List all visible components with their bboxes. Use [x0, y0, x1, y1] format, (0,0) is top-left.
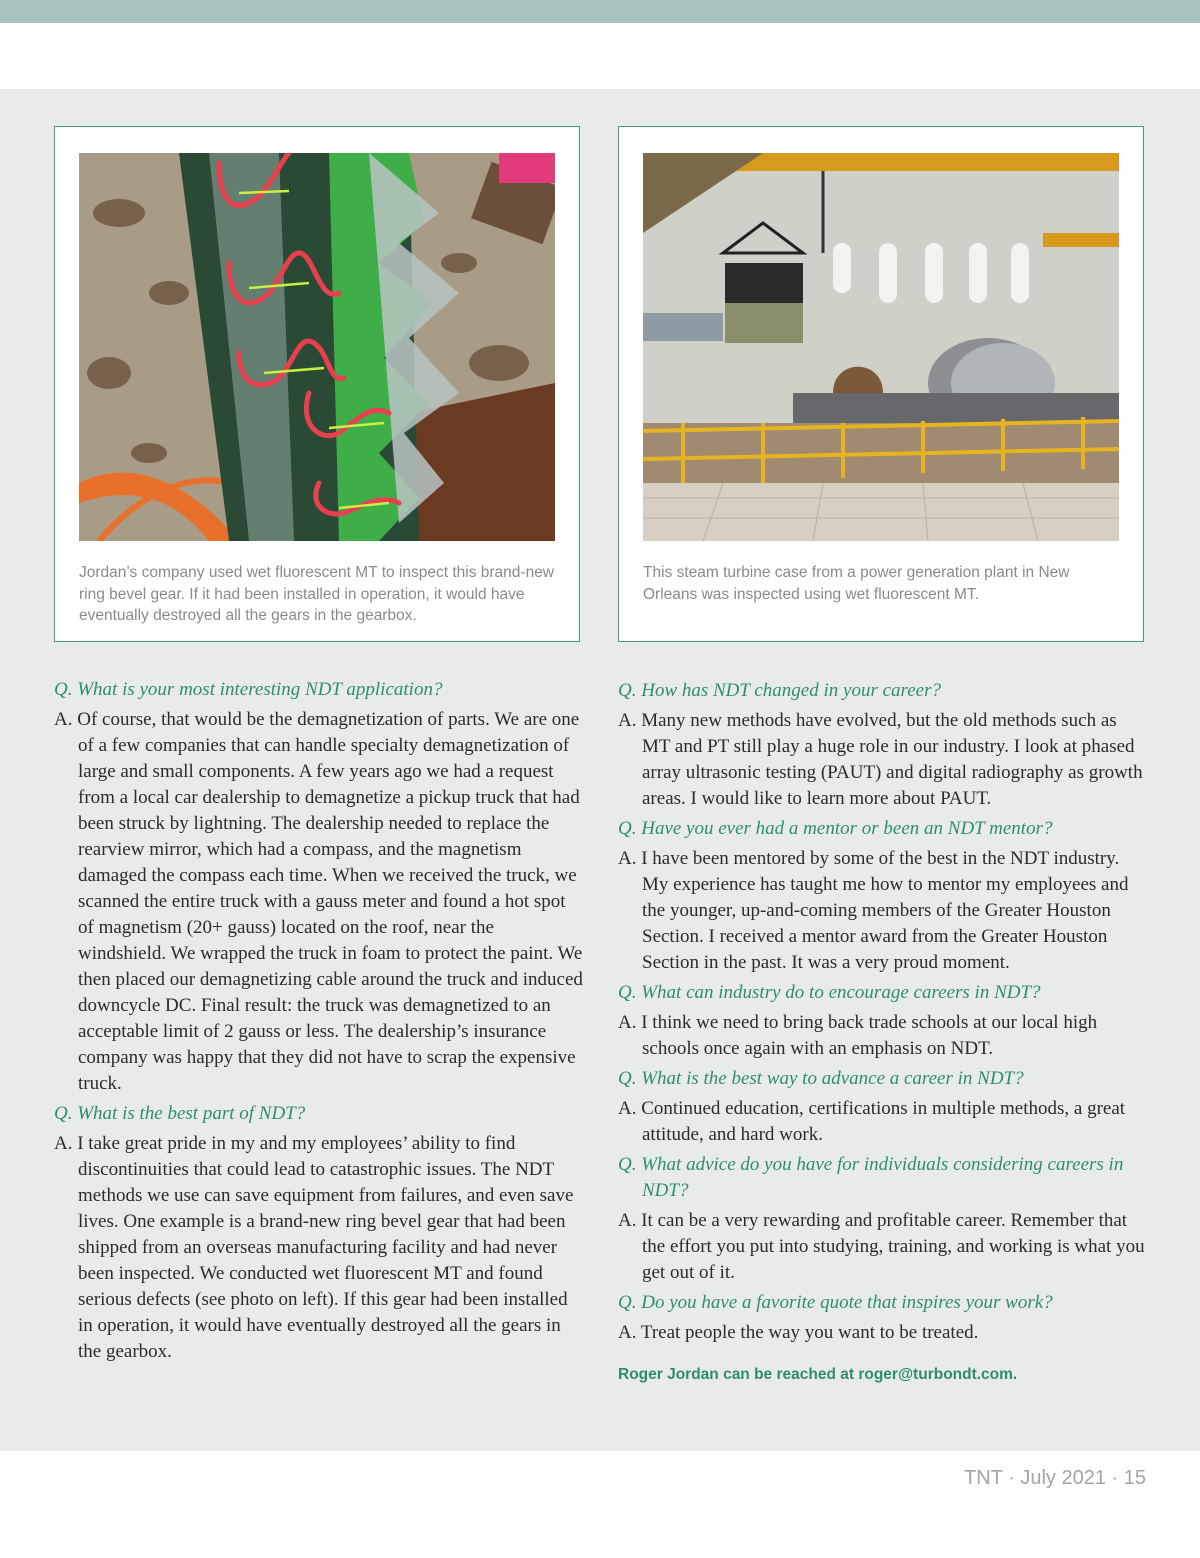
page-folio: TNT · July 2021 · 15: [964, 1467, 1146, 1489]
answer-ndt-changed: A. Many new methods have evolved, but the old methods such as MT and PT still play a huge role in our industry. I look at phased array ultrasonic testing (PAUT) and digital radiography as growth areas. I would like to learn more about PAUT.: [618, 710, 1143, 809]
question-interesting-application: Q. What is your most interesting NDT application?: [54, 679, 443, 700]
answer-encourage-careers: A. I think we need to bring back trade schools at our local high schools once again with an emphasis on NDT.: [618, 1012, 1098, 1059]
turbine-photo-caption: This steam turbine case from a power generation plant in New Orleans was inspected using wet fluorescent MT.: [643, 564, 1070, 603]
top-color-band: [0, 0, 1200, 23]
answer-favorite-quote: A. Treat people the way you want to be treated.: [618, 1322, 979, 1343]
answer-mentor: A. I have been mentored by some of the best in the NDT industry. My experience has taught me how to mentor my employees and the younger, up-and-coming members of the Greater Houston Section. I received a mentor award from the Greater Houston Section in the past. It was a very proud moment.: [618, 848, 1129, 973]
question-advice: Q. What advice do you have for individuals considering careers in NDT?: [618, 1154, 1124, 1201]
contact-line: Roger Jordan can be reached at roger@turbondt.com.: [618, 1366, 1018, 1383]
question-best-part: Q. What is the best part of NDT?: [54, 1103, 306, 1124]
question-encourage-careers: Q. What can industry do to encourage careers in NDT?: [618, 982, 1041, 1003]
gear-photo-caption: Jordan’s company used wet fluorescent MT to inspect this brand-new ring bevel gear. If it had been installed in operation, it would have eventually destroyed all the gears in the gearbox.: [79, 564, 555, 624]
answer-interesting-application: A. Of course, that would be the demagnetization of parts. We are one of a few companies that can handle specialty demagnetization of large and small components. A few years ago we had a request from a local car dealership to demagnetize a pickup truck that had been struck by lightning. The dealership needed to replace the rearview mirror, which had a compass, and the magnetism damaged the compass each time. When we received the truck, we scanned the entire truck with a gauss meter and found a hot spot of magnetism (20+ gauss) located on the roof, near the windshield. We wrapped the truck in foam to protect the paint. We then placed our demagnetizing cable around the truck and induced downcycle DC. Final result: the truck was demagnetized to an acceptable limit of 2 gauss or less. The dealership’s insurance company was happy that they did not have to scrap the expensive truck.: [54, 709, 583, 1094]
question-advance-career: Q. What is the best way to advance a career in NDT?: [618, 1068, 1024, 1089]
answer-advance-career: A. Continued education, certifications in multiple methods, a great attitude, and hard work.: [618, 1098, 1126, 1145]
answer-advice: A. It can be a very rewarding and profitable career. Remember that the effort you put into studying, training, and working is what you get out of it.: [618, 1210, 1145, 1283]
question-ndt-changed: Q. How has NDT changed in your career?: [618, 680, 941, 701]
answer-best-part: A. I take great pride in my and my employees’ ability to find discontinuities that could lead to catastrophic issues. The NDT methods we use can save equipment from failures, and even save lives. One example is a brand-new ring bevel gear that had been shipped from an overseas manufacturing facility and had never been inspected. We conducted wet fluorescent MT and found serious defects (see photo on left). If this gear had been installed in operation, it would have eventually destroyed all the gears in the gearbox.: [54, 1133, 574, 1362]
interview-column-left: [54, 677, 584, 1369]
turbine-photo: [643, 153, 1119, 541]
gear-photo: [79, 153, 555, 541]
question-mentor: Q. Have you ever had a mentor or been an NDT mentor?: [618, 818, 1053, 839]
photo-box-turbine: [618, 126, 1144, 642]
photo-box-gear: [54, 126, 580, 642]
question-favorite-quote: Q. Do you have a favorite quote that inspires your work?: [618, 1292, 1053, 1313]
interview-column-right: [618, 678, 1148, 1384]
